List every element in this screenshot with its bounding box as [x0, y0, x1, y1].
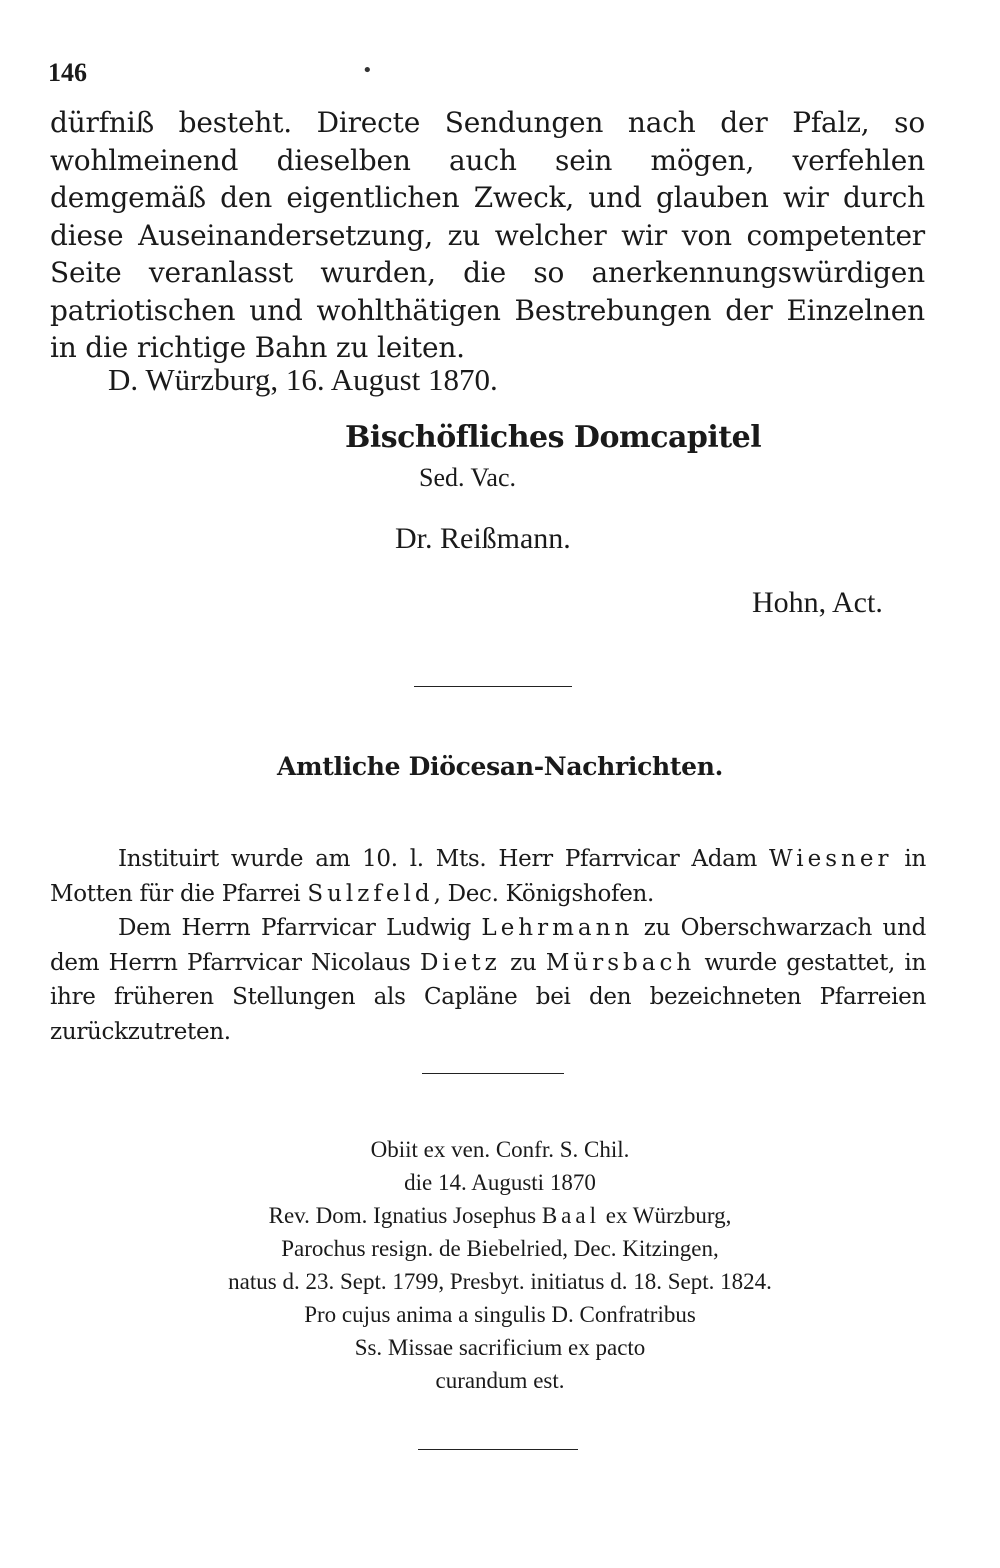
- notice-text: zu: [500, 949, 546, 976]
- signature-institution: Bischöfliches Domcapitel: [345, 420, 762, 455]
- end-divider: [418, 1449, 578, 1450]
- body-paragraph: dürfniß besteht. Directe Sendungen nach der Pfalz, so wohlmeinend dieselben auch sein mögen, verfehlen demgemäß den eigentlichen Zweck, und glauben wir durch diese Auseinandersetzung, zu welcher wir von competenter Seite veranlasst wurden, die so anerkennungswürdigen patriotischen und wohlthätigen Bestrebungen der Einzelnen in die richtige Bahn zu leiten.: [50, 106, 925, 364]
- notice-text: wurde gestattet, in ihre früheren Stellungen als Capläne bei den bezeichneten Pfarreien zurückzutreten.: [50, 949, 926, 1045]
- obituary-block: [0, 1133, 1000, 1397]
- notice-institution: [50, 842, 926, 911]
- obituary-line: die 14. Augusti 1870: [404, 1170, 596, 1195]
- obituary-line: [0, 1199, 1000, 1232]
- obituary-line: curandum est.: [435, 1368, 565, 1393]
- signature-actuary: Hohn, Act.: [752, 586, 883, 619]
- obituary-line: Ss. Missae sacrificium ex pacto: [354, 1335, 646, 1360]
- obituary-line: natus d. 23. Sept. 1799, Presbyt. initiatus d. 18. Sept. 1824.: [228, 1269, 772, 1294]
- obituary-line: Pro cujus anima a singulis D. Confratribus: [304, 1302, 696, 1327]
- section-divider: [414, 686, 572, 687]
- obituary-line: Parochus resign. de Biebelried, Dec. Kitzingen,: [281, 1236, 719, 1261]
- section-heading: Amtliche Diöcesan-Nachrichten.: [276, 752, 724, 781]
- signature-sede-vacante: Sed. Vac.: [419, 463, 517, 492]
- signature-signatory: Dr. Reißmann.: [395, 522, 571, 555]
- section-divider: [422, 1073, 564, 1074]
- person-name: Dietz: [419, 949, 501, 976]
- place-name: Mürsbach: [545, 949, 696, 976]
- person-name: Lehrmann: [481, 915, 634, 941]
- page-number: 146: [48, 58, 87, 87]
- notice-text: , Dec. Königshofen.: [433, 880, 655, 907]
- obituary-text: Rev. Dom. Ignatius Josephus: [268, 1203, 542, 1228]
- print-speck: •: [362, 60, 373, 81]
- notice-text: zu Oberschwarzach und dem Herrn Pfarrvicar Nicolaus: [50, 915, 926, 976]
- place-date: D. Würzburg, 16. August 1870.: [108, 362, 498, 397]
- notice-text: Instituirt wurde am 10. l. Mts. Herr Pfarrvicar Adam: [118, 846, 770, 872]
- obituary-text: ex Würzburg,: [600, 1203, 732, 1228]
- notices-block: [50, 842, 926, 1049]
- deceased-name: Baal: [541, 1203, 600, 1228]
- notice-text: in Motten für die Pfarrei: [50, 846, 926, 907]
- parish-name: Sulzfeld: [307, 880, 434, 907]
- person-name: Wiesner: [769, 846, 893, 872]
- notice-text: Dem Herrn Pfarrvicar Ludwig: [118, 915, 482, 941]
- obituary-line: Obiit ex ven. Confr. S. Chil.: [370, 1137, 630, 1162]
- notice-return: [50, 911, 926, 1049]
